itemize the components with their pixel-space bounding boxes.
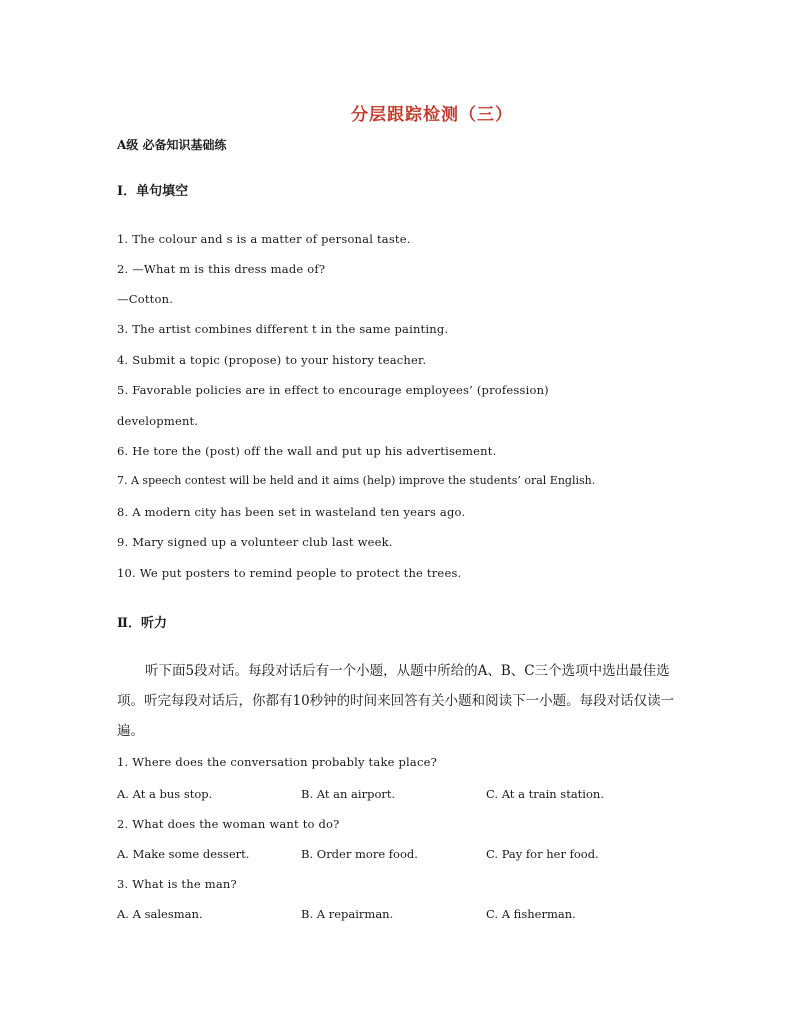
option-b: B. At an airport. [301, 787, 396, 801]
fill-item: 6. He tore the (post) off the wall and put up his advertisement. [117, 444, 497, 458]
fill-item: 4. Submit a topic (propose) to your history teacher. [117, 353, 427, 367]
question: 2. What does the woman want to do? [117, 817, 340, 831]
fill-item: 5. Favorable policies are in effect to encourage employees’ (profession) [117, 383, 549, 397]
fill-item: 1. The colour and s is a matter of personal taste. [117, 232, 411, 246]
listening-instructions: 听下面5段对话。每段对话后有一个小题，从题中所给的A、B、C三个选项中选出最佳选项。听完每段对话后，你都有10秒钟的时间来回答有关小题和阅读下一小题。每段对话仅读一遍。 [117, 663, 675, 739]
fill-item: 9. Mary signed up a volunteer club last week. [117, 535, 393, 549]
fill-item: 7. A speech contest will be held and it aims (help) improve the students’ oral English. [117, 474, 596, 487]
section-2-heading: Ⅱ．听力 [117, 616, 167, 631]
question: 1. Where does the conversation probably take place? [117, 755, 437, 769]
fill-item: —Cotton. [117, 292, 174, 306]
fill-item: 2. —What m is this dress made of? [117, 262, 326, 276]
section-1-heading: Ⅰ．单句填空 [117, 184, 189, 199]
option-a: A. At a bus stop. [117, 787, 213, 801]
question: 3. What is the man? [117, 877, 237, 891]
fill-item: 10. We put posters to remind people to protect the trees. [117, 566, 462, 580]
fill-item: 3. The artist combines different t in the same painting. [117, 322, 449, 336]
fill-item: 8. A modern city has been set in wasteland ten years ago. [117, 505, 466, 519]
option-b: B. Order more food. [301, 847, 418, 861]
option-a: A. A salesman. [117, 907, 203, 921]
page-title: 分层跟踪检测（三） [351, 105, 513, 125]
level-heading: A级 必备知识基础练 [117, 138, 227, 152]
fill-item: development. [117, 414, 199, 428]
option-b: B. A repairman. [301, 907, 394, 921]
option-a: A. Make some dessert. [117, 847, 250, 861]
option-c: C. Pay for her food. [486, 847, 599, 861]
option-c: C. A fisherman. [486, 907, 576, 921]
option-c: C. At a train station. [486, 787, 604, 801]
